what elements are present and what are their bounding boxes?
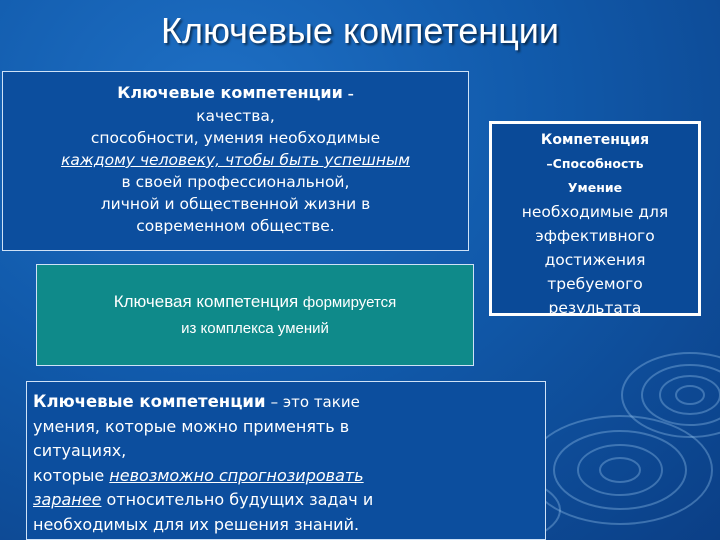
definition-line-1: качества, (196, 107, 275, 125)
definition-heading: Ключевые компетенции (117, 83, 343, 102)
teal-main: Ключевая компетенция (113, 292, 299, 311)
definition-emphasis: каждому человеку, чтобы быть успешным (61, 151, 410, 169)
competence-line-2: эффективного (535, 227, 655, 245)
teal-box (36, 264, 474, 366)
bottom-line-5: необходимых для их решения знаний. (33, 514, 360, 534)
definition-line-3: в своей профессиональной, (121, 173, 350, 191)
bottom-line-3-start: которые (33, 465, 105, 485)
bottom-heading: Ключевые компетенции (33, 392, 266, 411)
competence-line-3: достижения (544, 251, 646, 269)
bottom-line-4-rest: относительно будущих задач и (106, 490, 374, 509)
competence-line-4: требуемого (547, 275, 643, 293)
definition-line-4: личной и общественной жизни в (100, 195, 371, 213)
bottom-dash-text: – это такие (270, 393, 360, 411)
bottom-box (26, 381, 546, 540)
competence-box (489, 121, 701, 316)
teal-small-1: формируется (302, 294, 397, 311)
page-title: Ключевые компетенции (160, 10, 560, 51)
competence-line-5: результата (548, 299, 642, 317)
bottom-line-2: ситуациях, (33, 441, 127, 460)
definition-line-2: способности, умения необходимые (90, 129, 381, 147)
bottom-line-1: умения, которые можно применять в (33, 416, 350, 436)
competence-sub-2: Умение (567, 180, 623, 195)
competence-line-1: необходимые для (521, 203, 669, 221)
definition-dash: – (347, 87, 354, 101)
definition-line-5: современном обществе. (136, 217, 335, 235)
bottom-emphasis-2: заранее (33, 490, 102, 509)
definition-box (2, 71, 469, 251)
competence-heading: Компетенция (540, 132, 650, 148)
competence-sub-1: –Способность (546, 156, 644, 171)
teal-small-2: из комплекса умений (181, 320, 329, 337)
bottom-emphasis-1: невозможно спрогнозировать (109, 465, 364, 485)
